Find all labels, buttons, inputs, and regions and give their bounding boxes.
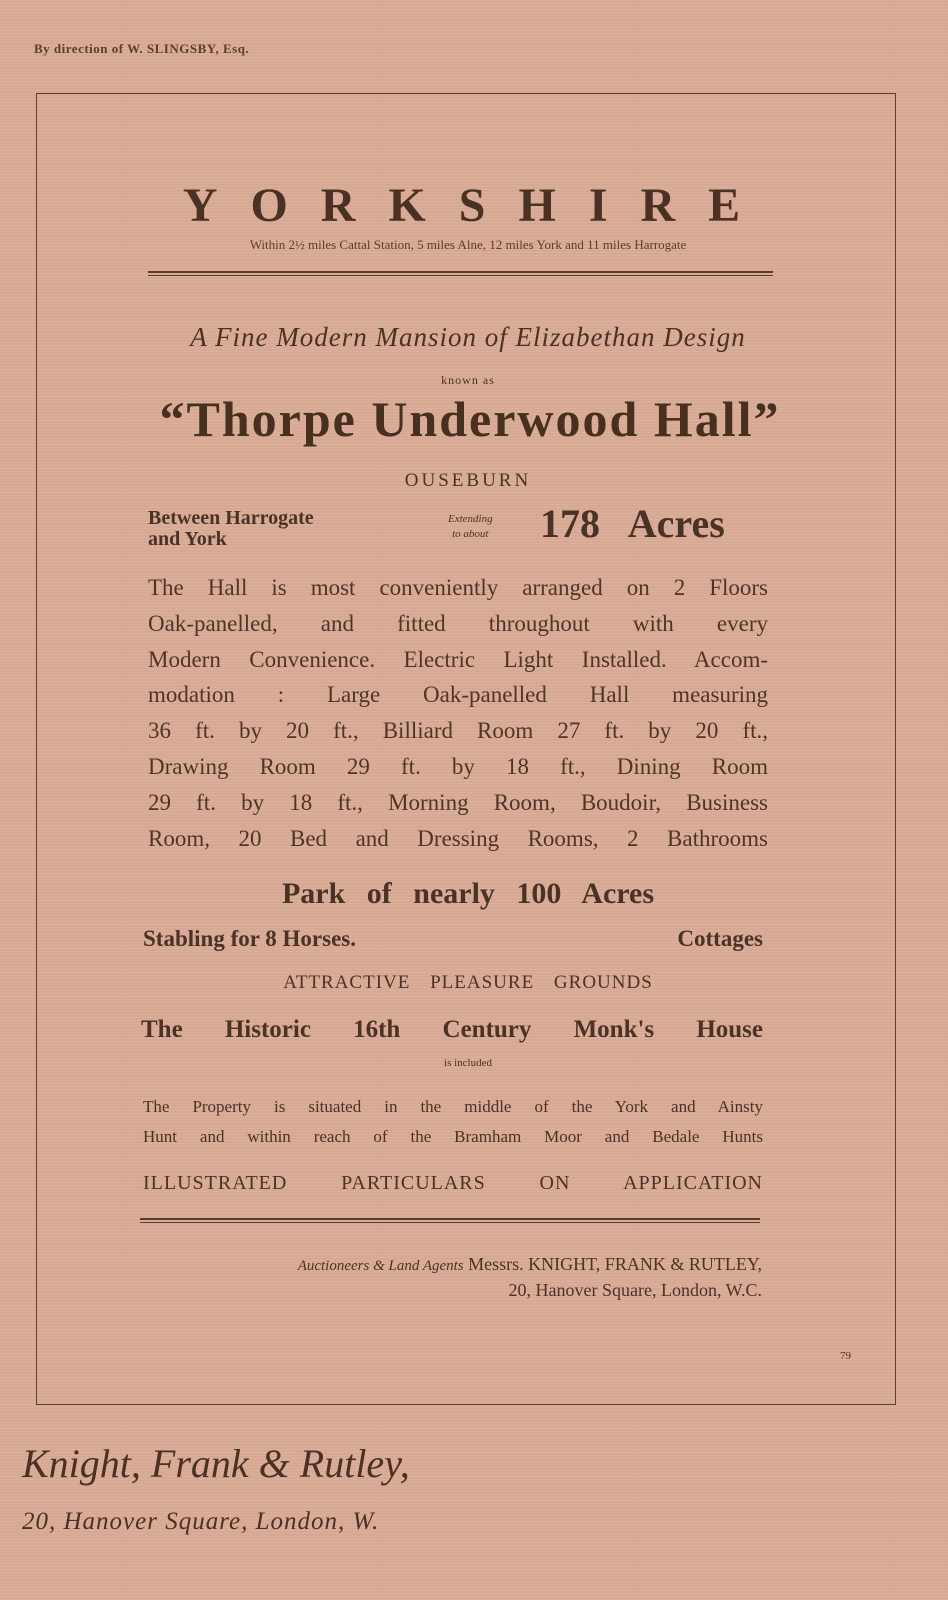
pleasure-grounds: ATTRACTIVE PLEASURE GROUNDS <box>283 972 653 993</box>
acreage: 178 Acres <box>540 501 725 546</box>
particulars-note: ILLUSTRATED PARTICULARS ON APPLICATION <box>143 1172 763 1194</box>
description: The Hall is most conveniently arranged on 2 Floors Oak-panelled, and fitted throughout with every Modern Convenience. Electric Light Installed. Accom- modation : Large Oak-panelled Hall measuring 36 ft. by 20 ft., Billiard Room 27 ft. by 20 ft., Drawing Room 29 ft. by 18 ft., Dining Room 29 ft. by 18 ft., Morning Room, Boudoir, Business Room, 20 Bed and Dressing Rooms, 2 Bathrooms <box>148 575 768 851</box>
location-line: Within 2½ miles Cattal Station, 5 miles Alne, 12 miles York and 11 miles Harrogate <box>249 237 687 252</box>
firm-address: 20, Hanover Square, London, W. <box>22 1508 380 1535</box>
tagline: A Fine Modern Mansion of Elizabethan Design <box>190 322 746 352</box>
park-heading: Park of nearly 100 Acres <box>281 877 655 910</box>
place-name: OUSEBURN <box>404 470 532 491</box>
known-as: known as <box>441 373 495 387</box>
property-note: The Property is situated in the middle of the York and Ainsty Hunt and within reach of the Bramham Moor and Bedale Hunts <box>143 1097 763 1146</box>
stabling-row: Stabling for 8 Horses. Cottages <box>143 926 763 951</box>
extending-note: Extending to about <box>448 513 493 540</box>
page-number: 79 <box>840 1350 851 1362</box>
firm-name: Knight, Frank & Rutley, <box>22 1441 410 1486</box>
auctioneers-block: Auctioneers & Land Agents Messrs. KNIGHT, FRANK & RUTLEY, 20, Hanover Square, London, W.C. <box>297 1254 762 1300</box>
advert-title: YORKSHIRE <box>182 179 774 232</box>
divider-bottom <box>140 1218 760 1223</box>
included-note: is included <box>444 1057 492 1069</box>
divider-top <box>148 271 773 276</box>
between-text: Between Harrogate and York <box>148 507 314 550</box>
monk-house: The Historic 16th Century Monk's House <box>141 1016 763 1043</box>
direction-note: By direction of W. SLINGSBY, Esq. <box>34 41 250 56</box>
hall-name: “Thorpe Underwood Hall” <box>159 391 781 447</box>
